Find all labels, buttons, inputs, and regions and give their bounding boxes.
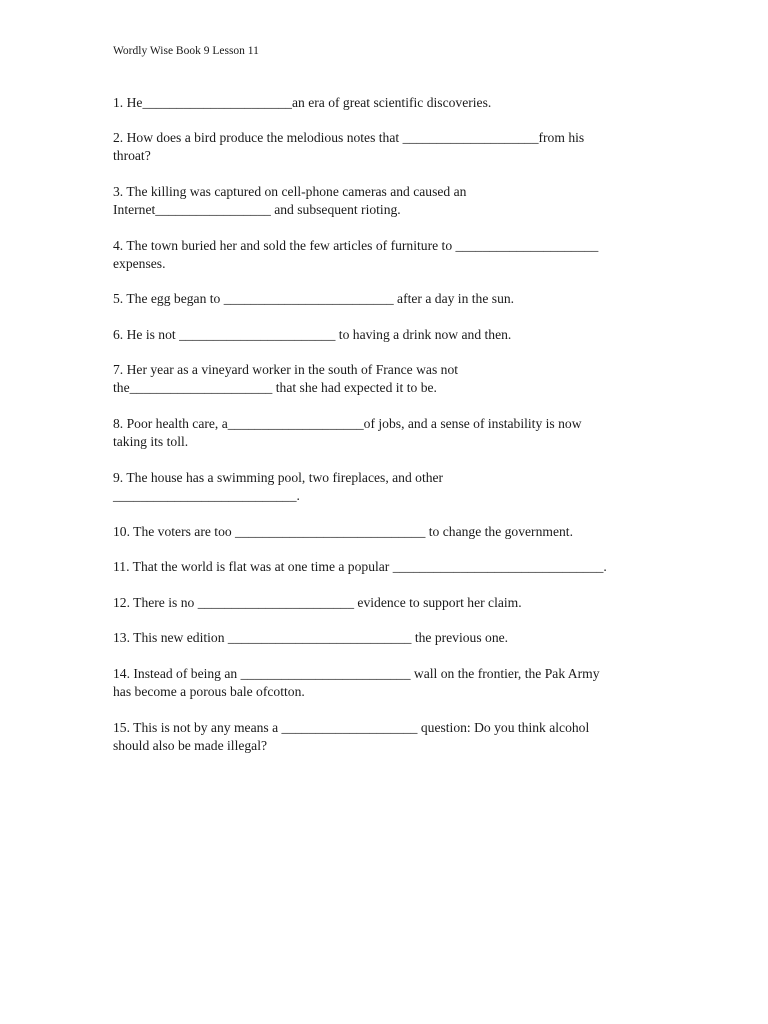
question-5: 5. The egg began to _________________________ after a day in the sun. xyxy=(113,291,515,306)
question-3: 3. The killing was captured on cell-phone cameras and caused an Internet_________________ and subsequent rioting. xyxy=(113,184,467,217)
question-9: 9. The house has a swimming pool, two fireplaces, and other ___________________________. xyxy=(113,470,444,503)
question-1: 1. He______________________an era of great scientific discoveries. xyxy=(113,95,492,110)
question-12: 12. There is no _______________________ evidence to support her claim. xyxy=(113,595,522,610)
question-13: 13. This new edition ___________________________ the previous one. xyxy=(113,630,509,645)
question-15: 15. This is not by any means a ____________________ question: Do you think alcohol should also be made illegal? xyxy=(113,720,590,753)
question-2: 2. How does a bird produce the melodious notes that ____________________from his throat? xyxy=(113,130,585,163)
document-title: Wordly Wise Book 9 Lesson 11 xyxy=(113,45,259,57)
question-4: 4. The town buried her and sold the few articles of furniture to _____________________ expenses. xyxy=(113,238,599,271)
question-14: 14. Instead of being an _________________________ wall on the frontier, the Pak Army has become a porous bale ofcotton. xyxy=(113,666,600,699)
question-11: 11. That the world is flat was at one time a popular _______________________________. xyxy=(113,559,607,574)
question-10: 10. The voters are too ____________________________ to change the government. xyxy=(113,524,573,539)
question-7: 7. Her year as a vineyard worker in the south of France was not the_____________________ that she had expected it to be. xyxy=(113,362,459,395)
question-6: 6. He is not _______________________ to having a drink now and then. xyxy=(113,327,512,342)
question-8: 8. Poor health care, a____________________of jobs, and a sense of instability is now taking its toll. xyxy=(113,416,582,449)
